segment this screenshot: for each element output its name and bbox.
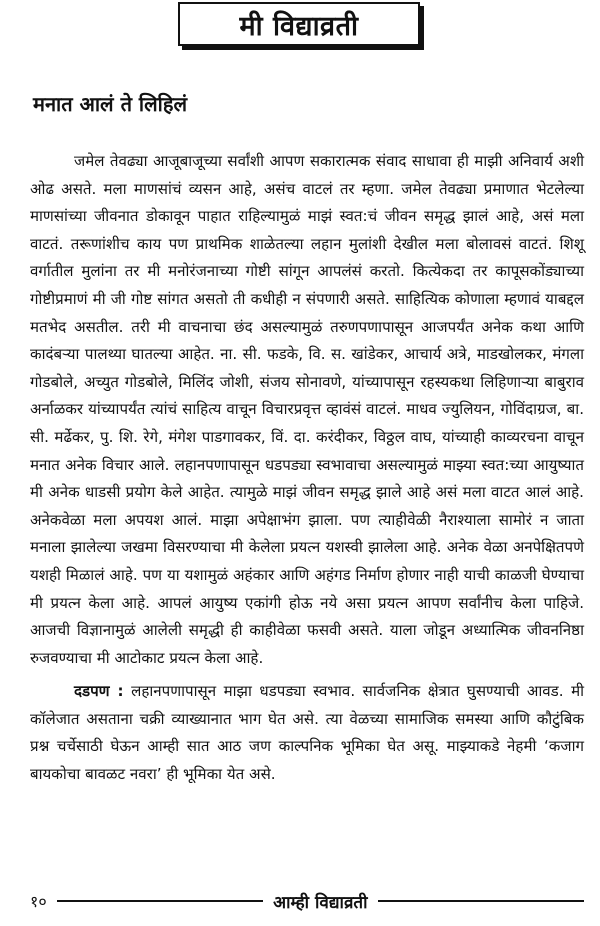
running-title: आम्ही विद्याव्रती	[273, 892, 368, 913]
chapter-title-box	[178, 2, 420, 46]
page-number: १०	[30, 892, 47, 911]
section-heading: मनात आलं ते लिहिलं	[33, 92, 188, 116]
body-text	[30, 148, 584, 789]
page-footer	[30, 888, 584, 914]
paragraph-2-text: लहानपणापासून माझा धडपड्या स्वभाव. सार्वजनिक क्षेत्रात घुसण्याची आवड. मी कॉलेजात असताना चक्री व्याख्यानात भाग घेत असे. त्या वेळच्या सामाजिक समस्या आणि कौटुंबिक प्रश्न चर्चेसाठी घेऊन आम्ही सात आठ जण काल्पनिक भूमिका घेत असू. माझ्याकडे नेहमी ‘कजाग बायकोचा बावळट नवरा’ ही भूमिका येत असे.	[30, 682, 584, 784]
paragraph-1: जमेल तेवढ्या आजूबाजूच्या सर्वांशी आपण सकारात्मक संवाद साधावा ही माझी अनिवार्य अशी ओढ असते. मला माणसांचं व्यसन आहे, असंच वाटलं तर म्हणा. जमेल तेवढ्या प्रमाणात भेटलेल्या माणसांच्या जीवनात डोकावून पाहात राहिल्यामुळं माझं स्वत:चं जीवन समृद्ध झालं आहे, असं मला वाटतं. तरूणांशीच काय पण प्राथमिक शाळेतल्या लहान मुलांशी देखील मला बोलावसं वाटतं. शिशू वर्गातील मुलांना तर मी मनोरंजनाच्या गोष्टी सांगून आपलंसं करतो. कित्येकदा तर कापूसकोंड्याच्या गोष्टीप्रमाणं मी जी गोष्ट सांगत असतो ती कधीही न संपणारी असते. साहित्यिक कोणाला म्हणावं याबद्दल मतभेद असतील. तरी मी वाचनाचा छंद असल्यामुळं तरुणपणापासून आजपर्यंत अनेक कथा आणि कादंबऱ्या पालथ्या घातल्या आहेत. ना. सी. फडके, वि. स. खांडेकर, आचार्य अत्रे, माडखोलकर, मंगला गोडबोले, अच्युत गोडबोले, मिलिंद जोशी, संजय सोनावणे, यांच्यापासून रहस्यकथा लिहिणाऱ्या बाबुराव अर्नाळकर यांच्यापर्यंत त्यांचं साहित्य वाचून विचारप्रवृत्त व्हावंसं वाटलं. माधव ज्युलियन, गोविंदाग्रज, बा. सी. मर्ढेकर, पु. शि. रेगे, मंगेश पाडगावकर, विं. दा. करंदीकर, विठ्ठल वाघ, यांच्याही काव्यरचना वाचून मनात अनेक विचार आले. लहानपणापासून धडपड्या स्वभावाचा असल्यामुळं माझ्या स्वत:च्या आयुष्यात मी अनेक धाडसी प्रयोग केले आहेत. त्यामुळे माझं जीवन समृद्ध झाले आहे असं मला वाटत आलं आहे. अनेकवेळा मला अपयश आलं. माझा अपेक्षाभंग झाला. पण त्याहीवेळी नैराश्याला सामोरं न जाता मनाला झालेल्या जखमा विसरण्याचा मी केलेला प्रयत्न यशस्वी झालेला आहे. अनेक वेळा अनपेक्षितपणे यशही मिळालं आहे. पण या यशामुळं अहंकार आणि अहंगड निर्माण होणार नाही याची काळजी घेण्याचा मी प्रयत्न केला आहे. आपलं आयुष्य एकांगी होऊ नये असा प्रयत्न आपण सर्वांनीच केला पाहिजे. आजची विज्ञानामुळं आलेली समृद्धी ही काहीवेळा फसवी असते. याला जोडून अध्यात्मिक जीवननिष्ठा रुजवण्याचा मी आटोकाट प्रयत्न केला आहे.	[30, 152, 584, 667]
footer-rule-left	[57, 900, 264, 902]
paragraph-2-lead: दडपण :	[74, 682, 124, 701]
paragraph-2	[30, 678, 584, 788]
chapter-title: मी विद्याव्रती	[239, 10, 359, 42]
footer-rule-right	[378, 900, 585, 902]
